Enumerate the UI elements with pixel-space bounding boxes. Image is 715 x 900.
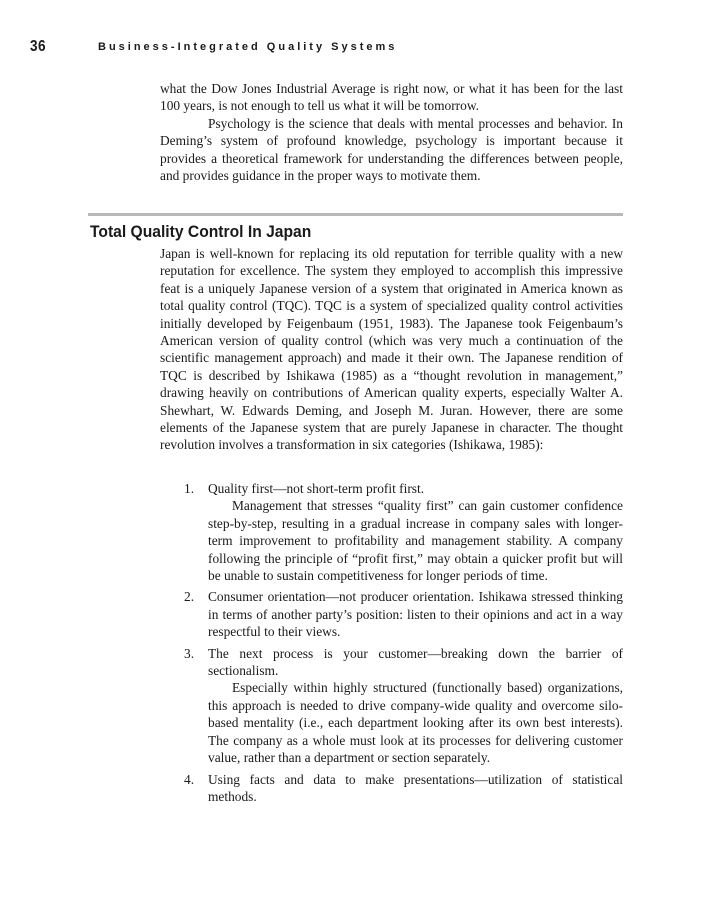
page-header (30, 38, 630, 58)
list-item-heading: Quality first—not short-term profit first. (208, 481, 425, 496)
running-head: Business-Integrated Quality Systems (98, 41, 398, 53)
psychology-paragraph: Psychology is the science that deals with mental processes and behavior. In Deming’s system of profound knowledge, psychology is important because it provides a theoretical framework for understanding the differences between people, and provides guidance in the proper ways to motivate them. (160, 115, 623, 184)
section-body (160, 245, 623, 454)
list-item-heading: The next process is your customer—breaking down the barrier of sectionalism. (208, 645, 623, 679)
list-number: 3. (184, 645, 195, 661)
list-item-heading: Consumer orientation—not producer orientation. Ishikawa stressed thinking in terms of another party’s position: listen to their opinions and act in a way respectful to their views. (208, 589, 623, 640)
continued-paragraph: what the Dow Jones Industrial Average is right now, or what it has been for the last 100 years, is not enough to tell us what it will be tomorrow. (160, 81, 623, 114)
section-paragraph: Japan is well-known for replacing its old reputation for terrible quality with a new reputation for excellence. The system they employed to accomplish this impressive feat is a uniquely Japanese version of a system that originated in America known as total quality control (TQC). TQC is a system of specialized quality control activities initially developed by Feigenbaum (1951, 1983). The Japanese took Feigenbaum’s American version of quality control (which was very much a continuation of the scientific management approach) and made it their own. The Japanese rendition of TQC is described by Ishikawa (1985) as a “thought revolution in management,” drawing heavily on contributions of American quality experts, especially Walter A. Shewhart, W. Edwards Deming, and Joseph M. Juran. However, there are some elements of the Japanese system that are purely Japanese in character. The thought revolution involves a transformation in six categories (Ishikawa, 1985): (160, 246, 623, 453)
list-number: 1. (184, 481, 195, 496)
numbered-list (184, 480, 623, 809)
intro-block (160, 80, 623, 184)
list-item (184, 588, 623, 640)
list-item-detail: Especially within highly structured (functionally based) organizations, this approach is needed to drive company-wide quality and overcome silo-based mentality (i.e., each department looking after its own best interests). The company as a whole must look at its processes for delivering customer value, rather than a department or section separately. (208, 680, 623, 766)
list-item-detail: Management that stresses “quality first” can gain customer confidence step-by-step, resulting in a gradual increase in company sales with longer-term improvement to profitability and management stability. A company following the principle of “profit first,” may obtain a quicker profit but will be unable to sustain competitiveness for longer periods of time. (208, 498, 623, 584)
section-title: Total Quality Control In Japan (90, 222, 312, 241)
section-divider (88, 213, 623, 216)
page-number: 36 (30, 38, 46, 55)
list-item (184, 645, 623, 767)
list-item (184, 771, 623, 806)
list-item (184, 480, 623, 584)
list-number: 2. (184, 589, 195, 605)
list-number: 4. (184, 771, 195, 787)
list-item-heading: Using facts and data to make presentations—utilization of statistical methods. (208, 771, 623, 804)
